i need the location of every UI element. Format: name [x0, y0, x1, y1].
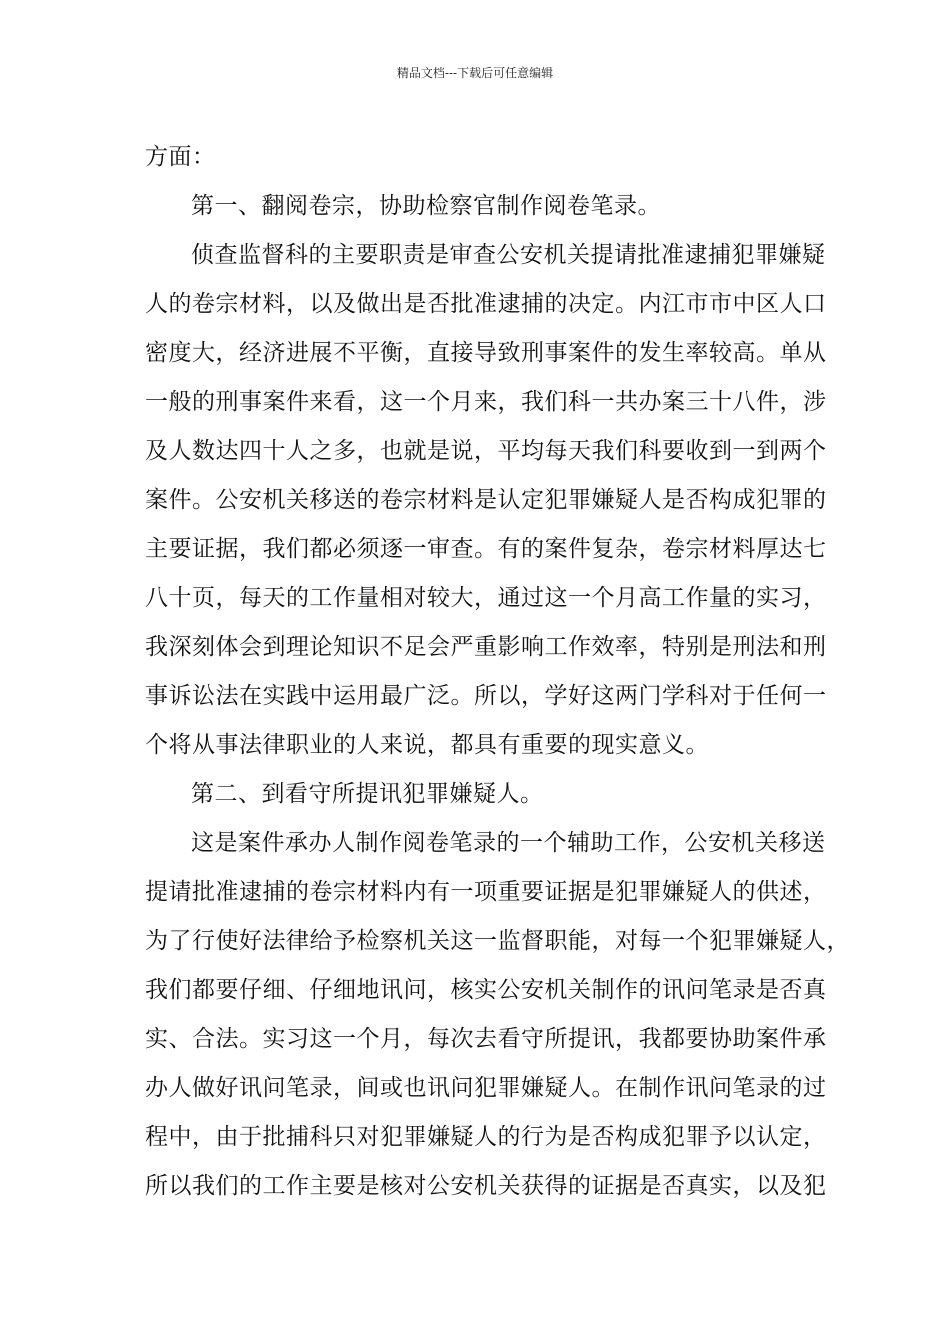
- text-line: 我深刻体会到理论知识不足会严重影响工作效率，特别是刑法和刑: [145, 634, 827, 660]
- text-line: 事诉讼法在实践中运用最广泛。所以，学好这两门学科对于任何一: [145, 683, 827, 709]
- text-line: 密度大，经济进展不平衡，直接导致刑事案件的发生率较高。单从: [145, 340, 827, 366]
- section-heading: 第二、到看守所提讯犯罪嫌疑人。: [191, 781, 544, 807]
- document-body: [145, 133, 850, 1211]
- text-line: 侦查监督科的主要职责是审查公安机关提请批准逮捕犯罪嫌疑: [191, 242, 826, 268]
- text-line: 所以我们的工作主要是核对公安机关获得的证据是否真实，以及犯: [145, 1173, 827, 1199]
- text-line: 为了行使好法律给予检察机关这一监督职能，对每一个犯罪嫌疑人，: [145, 928, 850, 954]
- text-line: 人的卷宗材料，以及做出是否批准逮捕的决定。内江市市中区人口: [145, 291, 827, 317]
- page-header: 精品文档---下载后可任意编辑: [396, 66, 554, 80]
- text-line: 实、合法。实习这一个月，每次去看守所提讯，我都要协助案件承: [145, 1026, 827, 1052]
- section-heading: 第一、翻阅卷宗，协助检察官制作阅卷笔录。: [191, 193, 661, 219]
- text-line: 提请批准逮捕的卷宗材料内有一项重要证据是犯罪嫌疑人的供述，: [145, 879, 827, 905]
- text-line: 案件。公安机关移送的卷宗材料是认定犯罪嫌疑人是否构成犯罪的: [145, 487, 827, 513]
- text-line: 这是案件承办人制作阅卷笔录的一个辅助工作，公安机关移送: [191, 830, 826, 856]
- text-line: 一般的刑事案件来看，这一个月来，我们科一共办案三十八件，涉: [145, 389, 827, 415]
- text-line: 及人数达四十人之多，也就是说，平均每天我们科要收到一到两个: [145, 438, 827, 464]
- text-line: 办人做好讯问笔录，间或也讯问犯罪嫌疑人。在制作讯问笔录的过: [145, 1075, 827, 1101]
- text-line: 方面：: [145, 144, 216, 170]
- text-line: 程中，由于批捕科只对犯罪嫌疑人的行为是否构成犯罪予以认定，: [145, 1124, 827, 1150]
- text-line: 个将从事法律职业的人来说，都具有重要的现实意义。: [145, 732, 709, 758]
- text-line: 八十页，每天的工作量相对较大，通过这一个月高工作量的实习，: [145, 585, 827, 611]
- text-line: 主要证据，我们都必须逐一审查。有的案件复杂，卷宗材料厚达七: [145, 536, 827, 562]
- text-line: 我们都要仔细、仔细地讯问，核实公安机关制作的讯问笔录是否真: [145, 977, 827, 1003]
